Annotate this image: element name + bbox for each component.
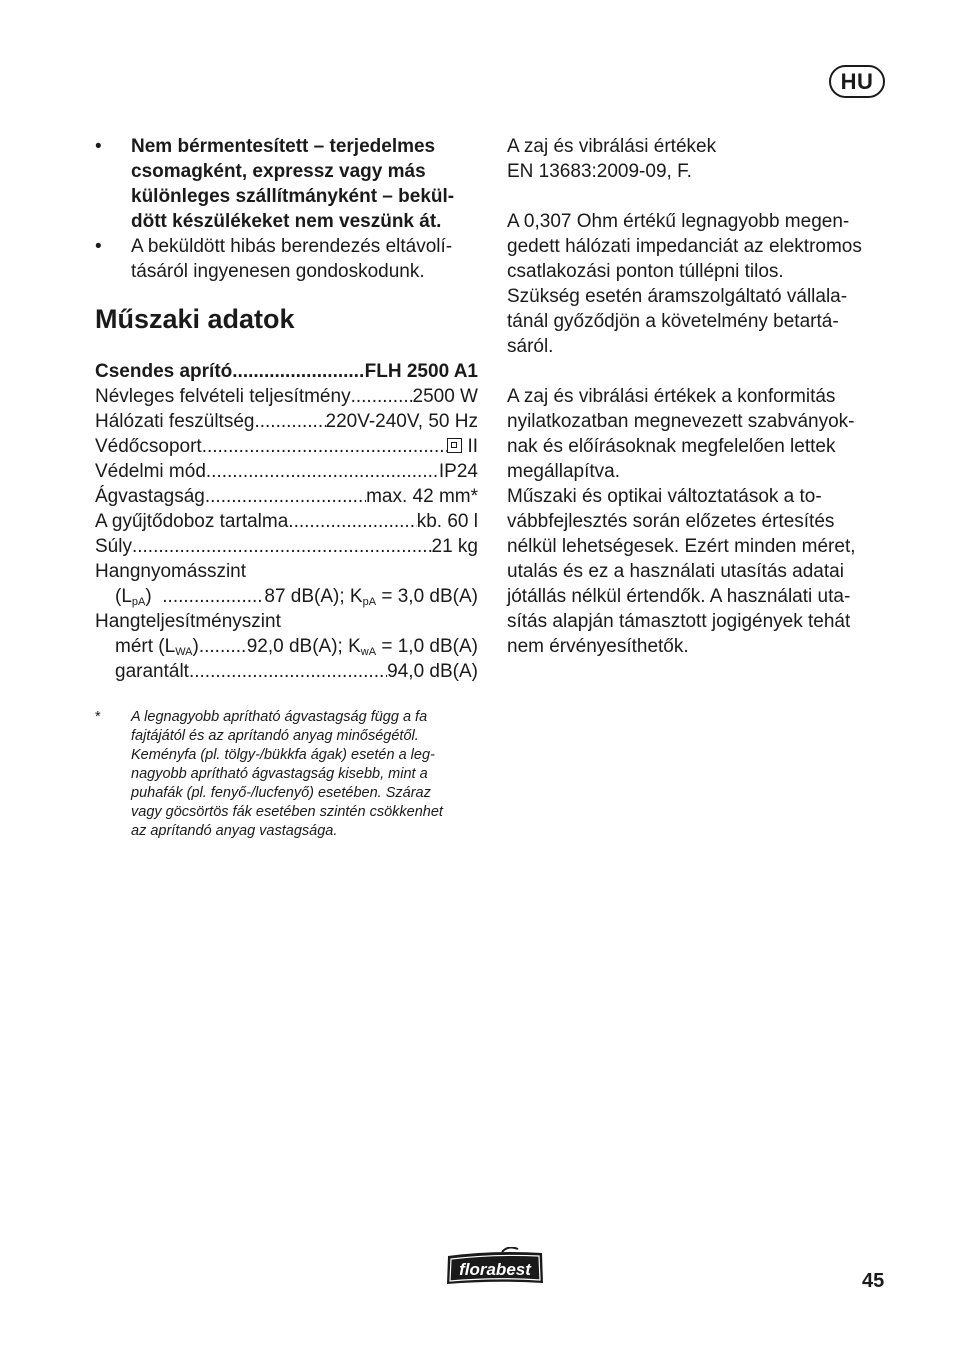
text-line: Szükség esetén áramszolgáltató vállala-: [507, 286, 848, 307]
spec-label: [115, 584, 162, 609]
text-line: nak és előírásoknak megfelelően lettek: [507, 436, 836, 457]
lpa-k-value: = 3,0 dB(A): [381, 586, 478, 607]
spec-value: 21 kg: [431, 536, 478, 557]
bullet-marker: •: [95, 236, 102, 257]
spec-row-lpa: [95, 584, 478, 609]
spec-row-protection-class: [95, 434, 478, 459]
page-number: 45: [862, 1270, 885, 1292]
spec-value: kb. 60 l: [416, 511, 478, 532]
leader-dots: [351, 384, 413, 409]
footnote-marker: *: [95, 709, 101, 725]
measured-label-a: mért (L: [115, 636, 176, 657]
bullet-item: [95, 134, 478, 234]
spec-value: IP24: [438, 461, 478, 482]
protection-class-ii-icon: [447, 438, 462, 453]
paragraph-conformity: [507, 384, 892, 659]
spec-value: 94,0 dB(A): [387, 661, 478, 682]
left-column: [95, 134, 478, 284]
text-line: nem érvényesíthetők.: [507, 636, 689, 657]
spec-label: Hangnyomásszint: [95, 561, 247, 582]
logo-text: florabest: [459, 1260, 531, 1279]
lpa-sub: pA: [131, 596, 146, 608]
spec-value: max. 42 mm*: [366, 486, 478, 507]
spec-label: [115, 634, 199, 659]
spec-label: Névleges felvételi teljesítmény: [95, 386, 351, 407]
spec-row-weight: [95, 534, 478, 559]
spec-row-sound-power-heading: [95, 609, 478, 634]
florabest-logo: [442, 1247, 548, 1287]
measured-sub: WA: [175, 646, 193, 658]
text-line: vábbfejlesztés során előzetes értesítés: [507, 511, 835, 532]
spec-label: Hangteljesítményszint: [95, 611, 281, 632]
footnote: [95, 708, 478, 841]
bullet-item: [95, 234, 478, 284]
text-line: megállapítva.: [507, 461, 621, 482]
spec-row-measured: [95, 634, 478, 659]
leader-dots: [288, 509, 416, 534]
measured-value: 92,0 dB(A); K: [246, 636, 361, 657]
bullet-line: csomagként, expressz vagy más: [131, 161, 426, 182]
text-line: Műszaki és optikai változtatások a to-: [507, 486, 822, 507]
text-line: A zaj és vibrálási értékek a konformitás: [507, 386, 836, 407]
spec-row-voltage: [95, 409, 478, 434]
footnote-line: A legnagyobb aprítható ágvastagság függ a fa: [131, 709, 428, 725]
spec-value: 2500 W: [412, 386, 478, 407]
text-line: utalás és ez a használati utasítás adatai: [507, 561, 844, 582]
paragraph-impedance: [507, 209, 892, 359]
lpa-value: 87 dB(A); K: [264, 586, 363, 607]
spec-value: 220V-240V, 50 Hz: [325, 411, 478, 432]
spec-value: FLH 2500 A1: [364, 361, 478, 382]
text-line: EN 13683:2009-09, F.: [507, 161, 692, 182]
spec-row-protection-type: [95, 459, 478, 484]
spec-label: Védelmi mód: [95, 461, 206, 482]
footnote-line: puhafák (pl. fenyő-/lucfenyő) esetében. Száraz: [131, 785, 431, 801]
bullet-line: dött készülékeket nem veszünk át.: [131, 211, 442, 232]
lpa-close: ): [145, 586, 152, 607]
bullet-line: különleges szállítmányként – bekül-: [131, 186, 455, 207]
leader-dots: [189, 659, 387, 684]
bullet-line: A beküldött hibás berendezés eltávolí-: [131, 236, 453, 257]
footnote-line: Keményfa (pl. tölgy-/bükkfa ágak) esetén a leg-: [131, 747, 435, 763]
language-badge: HU: [829, 65, 885, 98]
leader-dots: [232, 359, 364, 384]
spec-row-guaranteed: [95, 659, 478, 684]
footnote-line: vagy göcsörtös fák esetében szintén csökkenhet: [131, 804, 443, 820]
protection-class-text: II: [467, 436, 478, 457]
lpa-k-sub: pA: [362, 596, 377, 608]
spec-label: Csendes aprító: [95, 361, 233, 382]
footnote-line: nagyobb aprítható ágvastagság kisebb, mint a: [131, 766, 428, 782]
spec-label: Súly: [95, 536, 132, 557]
footnote-line: az aprítandó anyag vastagsága.: [131, 823, 338, 839]
leader-dots: [206, 459, 439, 484]
section-heading: Műszaki adatok: [95, 304, 295, 334]
lpa-open: (L: [115, 586, 132, 607]
spec-row-sound-pressure-heading: [95, 559, 478, 584]
text-line: sítás alapján támasztott jogigények tehát: [507, 611, 851, 632]
spec-row-model: [95, 359, 478, 384]
spec-table: [95, 359, 478, 684]
measured-k-sub: wA: [360, 646, 377, 658]
leader-dots: [205, 484, 366, 509]
measured-label-b: ): [192, 636, 199, 657]
bullet-line: tásáról ingyenesen gondoskodunk.: [131, 261, 425, 282]
spec-row-box: [95, 509, 478, 534]
spec-label: Védőcsoport: [95, 436, 202, 457]
paragraph-standard: [507, 134, 892, 184]
spec-value: [247, 634, 478, 659]
measured-k-value: = 1,0 dB(A): [381, 636, 478, 657]
text-line: A 0,307 Ohm értékű legnagyobb megen-: [507, 211, 850, 232]
bullet-line: Nem bérmentesített – terjedelmes: [131, 136, 436, 157]
spec-label: Ágvastagság: [95, 486, 205, 507]
leader-dots: [254, 409, 325, 434]
spec-value: [447, 434, 478, 459]
leader-dots: [132, 534, 432, 559]
spec-row-branch: [95, 484, 478, 509]
text-line: nyilatkozatban megnevezett szabványok-: [507, 411, 855, 432]
spec-value: [264, 584, 478, 609]
text-line: nélkül lehetségesek. Ezért minden méret,: [507, 536, 856, 557]
text-line: csatlakozási ponton túllépni tilos.: [507, 261, 784, 282]
spec-row-power: [95, 384, 478, 409]
text-line: A zaj és vibrálási értékek: [507, 136, 717, 157]
bullet-marker: •: [95, 136, 102, 157]
leader-dots: [199, 634, 247, 659]
text-line: sáról.: [507, 336, 554, 357]
leader-dots: [162, 584, 264, 609]
spec-label: garantált: [115, 661, 189, 682]
text-line: tánál győződjön a követelmény betartá-: [507, 311, 839, 332]
footnote-line: fajtájától és az aprítandó anyag minőségétől.: [131, 728, 419, 744]
leader-dots: [202, 434, 448, 459]
text-line: jótállás nélkül értendők. A használati uta-: [507, 586, 851, 607]
right-column: [507, 134, 892, 659]
text-line: gedett hálózati impedanciát az elektromos: [507, 236, 862, 257]
spec-label: A gyűjtődoboz tartalma: [95, 511, 289, 532]
spec-label: Hálózati feszültség: [95, 411, 255, 432]
